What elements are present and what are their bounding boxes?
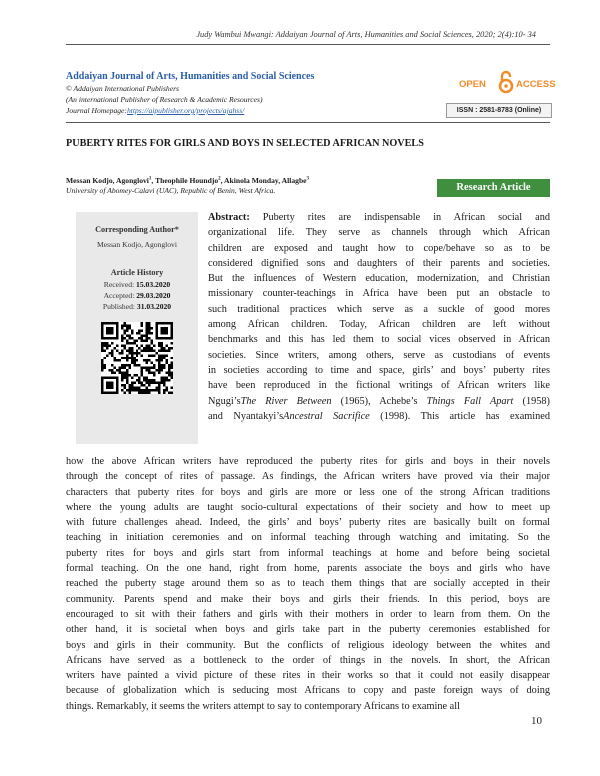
- abstract-line: writers have painted a vivid picture of these rites in their works so that it could not easily disappear: [66, 670, 550, 682]
- author-3-sup: 3: [306, 176, 310, 182]
- corresponding-author-label: Corresponding Author*: [95, 225, 179, 234]
- accepted-line: [76, 291, 198, 300]
- abstract-line: boys and girls in their community. But the conflicts of religious ideology between the whites and: [66, 639, 550, 651]
- open-access-left: OPEN: [459, 79, 486, 90]
- qr-code-icon: [101, 322, 173, 394]
- open-lock-icon: [498, 70, 514, 94]
- abstract-line: [208, 394, 550, 409]
- journal-copyright: © Addaiyan International Publishers: [66, 84, 179, 93]
- achebe-title: Things Fall Apart: [426, 395, 514, 407]
- abstract-line: teaching in initiation ceremonies and on informal teaching through watching and imitating. So the: [66, 532, 550, 544]
- abstract-line: with future challenges ahead. Indeed, the girls’ and boys’ puberty rites are basically built on formal: [66, 517, 550, 529]
- ngugi-title: The River Between: [240, 395, 332, 407]
- abstract-label: Abstract:: [208, 212, 250, 223]
- paper-title: PUBERTY RITES FOR GIRLS AND BOYS IN SELECTED AFRICAN NOVELS: [66, 138, 424, 149]
- title-rule: [66, 122, 550, 123]
- abstract-line: But the influences of Western education, modernization, and Christian: [208, 273, 550, 285]
- homepage-label: Journal Homepage:: [66, 106, 127, 115]
- nyantakyi-title: Ancestral Sacrifice: [283, 410, 370, 422]
- abstract-line: reached the puberty stage around them so as to teach them things that are socially accepted in their: [66, 578, 550, 590]
- ngugi-prefix: Ngugi’s: [208, 395, 241, 407]
- achebe-post: (1958): [513, 395, 550, 407]
- accepted-date: 29.03.2020: [136, 291, 171, 300]
- abstract-line: in societies according to time and space, girls’ and boys’ puberty rites: [208, 364, 550, 376]
- author-1-sup: 1: [148, 176, 152, 182]
- abstract-line: characters that puberty rites for boys and girls are more or less one of the strong African traditions: [66, 486, 550, 498]
- issn-box: ISSN : 2581-8783 (Online): [446, 103, 552, 118]
- authors: [66, 176, 309, 185]
- running-head: Judy Wambui Mwangi: Addaiyan Journal of Arts, Humanities and Social Sciences, 2020; 2(4):10- 34: [196, 30, 536, 39]
- author-2-sup: 2: [218, 176, 221, 182]
- abstract-line: through the concept of rites of passage. As findings, the African writers have proved via their major: [66, 471, 550, 483]
- abstract-line-text: Puberty rites are indispensable in African social and: [262, 212, 550, 223]
- published-date: 31.03.2020: [136, 302, 172, 311]
- abstract-narrow: [208, 210, 550, 424]
- nyantakyi-prefix: and Nyantakyi’s: [208, 410, 284, 422]
- homepage-link[interactable]: https://aipublisher.org/projects/ajahss/: [126, 106, 245, 115]
- article-info-box: [76, 212, 198, 444]
- open-access-right: ACCESS: [516, 79, 556, 90]
- affiliation: University of Abomey-Calavi (UAC), Republic of Benin, West Africa.: [66, 186, 276, 195]
- abstract-line: children are exposed and taught how to cope/behave so as to be: [208, 242, 550, 254]
- abstract-line: societies. Since writers, among others, serve as custodians of events: [208, 349, 550, 361]
- ngugi-mid: (1965), Achebe’s: [331, 395, 427, 407]
- journal-homepage: [66, 106, 244, 115]
- abstract-line: encouraged to sit with their fathers and girls with their mothers in order to learn from them. On the: [66, 608, 550, 620]
- published-line: [76, 302, 198, 311]
- abstract-line: because of globalization which is seducing most Africans to copy and paste foreign ways of doing: [66, 685, 550, 697]
- abstract-line: how the above African writers have reproduced the puberty rites for girls and boys in their novels: [66, 456, 550, 467]
- received-label: Received:: [103, 280, 135, 289]
- author-2: , Theophile Houndjo: [151, 176, 219, 185]
- abstract-full-width: [66, 454, 550, 714]
- abstract-line: such traditional practices which serve as a suckle of good mores: [208, 303, 550, 315]
- abstract-line: other hand, it is societal when boys and girls take part in the puberty ceremonies established for: [66, 624, 550, 636]
- author-3: , Akinola Monday, Allagbe: [220, 176, 307, 185]
- accepted-label: Accepted:: [103, 291, 135, 300]
- abstract-line: have been reproduced in the fictional writings of African writers like: [208, 380, 550, 392]
- page-number: 10: [531, 715, 542, 727]
- abstract-line: organizational life. They serve as channels through which African: [208, 227, 550, 239]
- journal-publisher-note: (An international Publisher of Research & Academic Resources): [66, 95, 263, 104]
- abstract-line: [208, 409, 550, 424]
- abstract-line: where the young adults are taught socio-cultural expectations of their society and how to meet up: [66, 501, 550, 513]
- abstract-line: missionary counter-teachings in Africa have been put an obstacle to: [208, 288, 550, 300]
- published-label: Published:: [102, 302, 135, 311]
- received-line: [76, 280, 198, 289]
- corresponding-author-name: Messan Kodjo, Agonglovi: [97, 240, 177, 249]
- article-history-label: Article History: [110, 268, 164, 277]
- open-access-logo: [459, 70, 555, 94]
- abstract-line: [208, 210, 550, 225]
- header-rule: [66, 44, 550, 45]
- nyantakyi-post: (1998). This article has examined: [369, 410, 550, 422]
- author-1: Messan Kodjo, Agonglovi: [66, 176, 149, 185]
- abstract-line: community. Parents spend and make their boys and girls their friends. In this period, boys are: [66, 593, 550, 605]
- received-date: 15.03.2020: [136, 280, 171, 289]
- abstract-line: Africans have served as a bottleneck to the order of things in the novels. In short, the African: [66, 654, 550, 666]
- abstract-line: benchmarks and this has led them to social vices observed in African: [208, 334, 550, 346]
- journal-title: Addaiyan Journal of Arts, Humanities and Social Sciences: [66, 71, 315, 82]
- research-article-badge: Research Article: [437, 179, 550, 197]
- abstract-line: puberty rites for boys and girls start from informal teachings at home and before being societal: [66, 547, 550, 559]
- abstract-line: formal teaching. On the one hand, right from home, parents associate the boys and girls who have: [66, 563, 550, 575]
- abstract-line: things. Remarkably, it seems the writers attempt to say to contemporary Africans to examine all: [66, 700, 460, 712]
- abstract-line: considered dignified sons and daughters of their parents and societies.: [208, 257, 550, 269]
- abstract-line: among African children. Today, African children are left without: [208, 319, 550, 331]
